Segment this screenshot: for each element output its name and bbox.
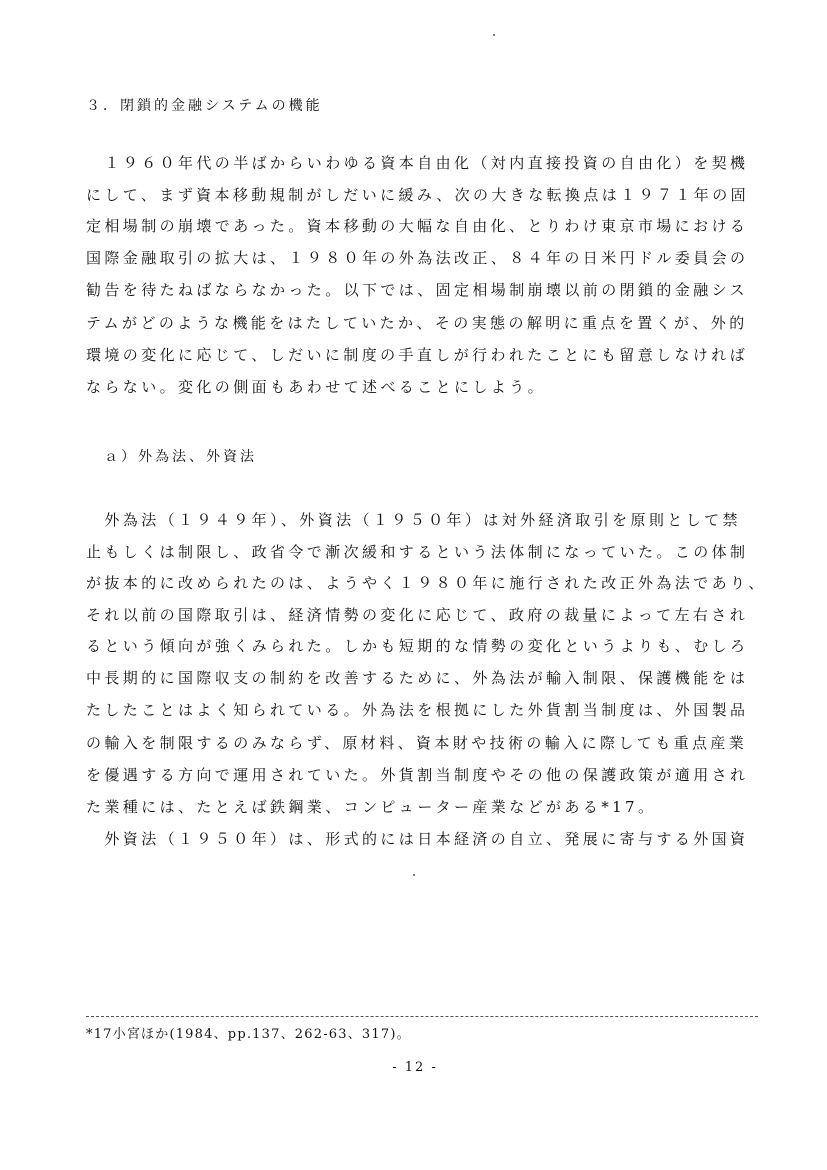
paragraph-line: たしたことはよく知られている。外為法を根拠にした外貨割当制度は、外国製品	[86, 701, 749, 719]
scan-speck	[413, 874, 415, 876]
footnote: *17小宮ほか(1984、pp.137、262-63、317)。	[86, 1027, 411, 1042]
paragraph-line: テムがどのような機能をはたしていたか、その実態の解明に重点を置くが、外的	[86, 314, 748, 332]
subsection-heading: ａ）外為法、外資法	[104, 449, 257, 465]
page-number: - 12 -	[392, 1060, 438, 1075]
paragraph-line: た業種には、たとえば鉄鋼業、コンピューター産業などがある*17。	[86, 798, 657, 816]
paragraph-line: が抜本的に改められたのは、ようやく１９８０年に施行された改正外為法であり、	[86, 574, 767, 592]
paragraph-line: 国際金融取引の拡大は、１９８０年の外為法改正、８４年の日米円ドル委員会の	[86, 249, 749, 267]
paragraph-line: にして、まず資本移動規制がしだいに緩み、次の大きな転換点は１９７１年の固	[86, 186, 750, 204]
paragraph-line: 勧告を待たねばならなかった。以下では、固定相場制崩壊以前の閉鎖的金融シス	[86, 281, 748, 299]
paragraph-line: るという傾向が強くみられた。しかも短期的な情勢の変化というよりも、むしろ	[86, 637, 749, 655]
paragraph-line: 止もしくは制限し、政省令で漸次緩和するという法体制になっていた。この体制	[86, 543, 749, 561]
scan-speck	[493, 34, 495, 36]
paragraph-line: 外資法（１９５０年）は、形式的には日本経済の自立、発展に寄与する外国資	[86, 830, 749, 848]
footnote-divider	[86, 1016, 758, 1017]
section-heading: ３．閉鎖的金融システムの機能	[86, 98, 323, 114]
paragraph-line: １９６０年代の半ばからいわゆる資本自由化（対内直接投資の自由化）を契機	[86, 154, 749, 172]
paragraph-line: 定相場制の崩壊であった。資本移動の大幅な自由化、とりわけ東京市場における	[86, 217, 749, 235]
paragraph-line: 中長期的に国際収支の制約を改善するために、外為法が輸入制限、保護機能をは	[86, 669, 749, 687]
paragraph-line: の輸入を制限するのみならず、原材料、資本財や技術の輸入に際しても重点産業	[86, 734, 748, 752]
paragraph-line: 外為法（１９４９年）、外資法（１９５０年）は対外経済取引を原則として禁	[86, 511, 741, 529]
paragraph-line: を優遇する方向で運用されていた。外貨割当制度やその他の保護政策が適用され	[86, 766, 749, 784]
paragraph-line: それ以前の国際取引は、経済情勢の変化に応じて、政府の裁量によって左右され	[86, 606, 749, 624]
paragraph-line: ならない。変化の側面もあわせて述べることにしよう。	[86, 378, 547, 396]
paragraph-line: 環境の変化に応じて、しだいに制度の手直しが行われたことにも留意しなければ	[86, 346, 749, 364]
